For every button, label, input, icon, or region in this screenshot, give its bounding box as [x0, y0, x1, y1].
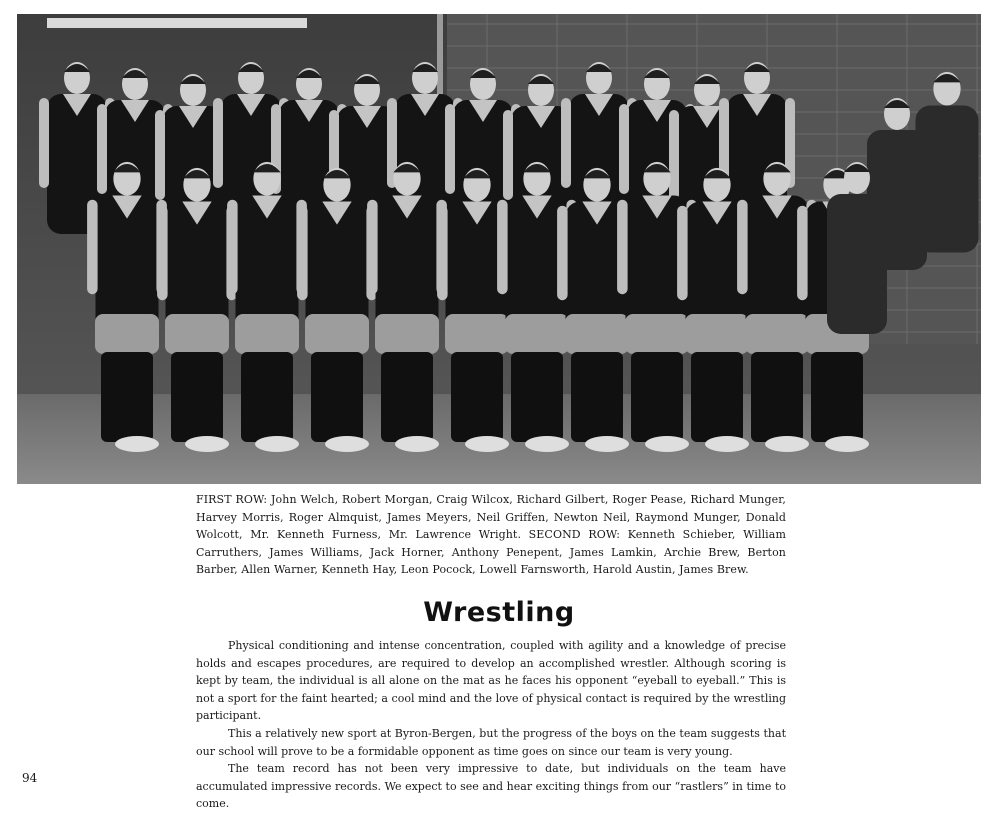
athlete-figure [916, 106, 979, 253]
team-photo [17, 14, 981, 484]
article-paragraph: Physical conditioning and intense concentration, coupled with agility and a knowledge of precise holds and escapes procedures, are required to develop an accomplished wrestler. Although scoring is kept by team, the individual is all alone on the mat as he faces his opponent “eyeball to eyeball.” This is not a sport for the faint hearted; a cool mind and the love of physical contact is required by the wrestling participant. [196, 639, 786, 723]
photo-caption: FIRST ROW: John Welch, Robert Morgan, Craig Wilcox, Richard Gilbert, Roger Pease, Richard Munger, Harvey Morris, Roger Almquist, James Meyers, Neil Griffen, Newton Neil, Raymond Munger, Donald Wolcott, Mr. Kenneth Furness, Mr. Lawrence Wright. SECOND ROW: Kenneth Schieber, William Carruthers, James Williams, Jack Horner, Anthony Penepent, James Lamkin, Archie Brew, Berton Barber, Allen Warner, Kenneth Hay, Leon Pocock, Lowell Farnsworth, Harold Austin, James Brew. [196, 493, 786, 577]
article-paragraph: The team record has not been very impressive to date, but individuals on the team have accumulated impressive records. We expect to see and hear exciting things from our “rastlers” in time to come. [196, 762, 786, 811]
article-paragraph: This a relatively new sport at Byron-Bergen, but the progress of the boys on the team suggests that our school will prove to be a formidable opponent as time goes on since our team is very young. [196, 726, 786, 758]
article-body [196, 637, 786, 813]
article-title: Wrestling [423, 597, 575, 628]
page-number: 94 [22, 771, 38, 785]
athlete-figure [827, 194, 887, 334]
team-photo-illustration [17, 14, 981, 484]
